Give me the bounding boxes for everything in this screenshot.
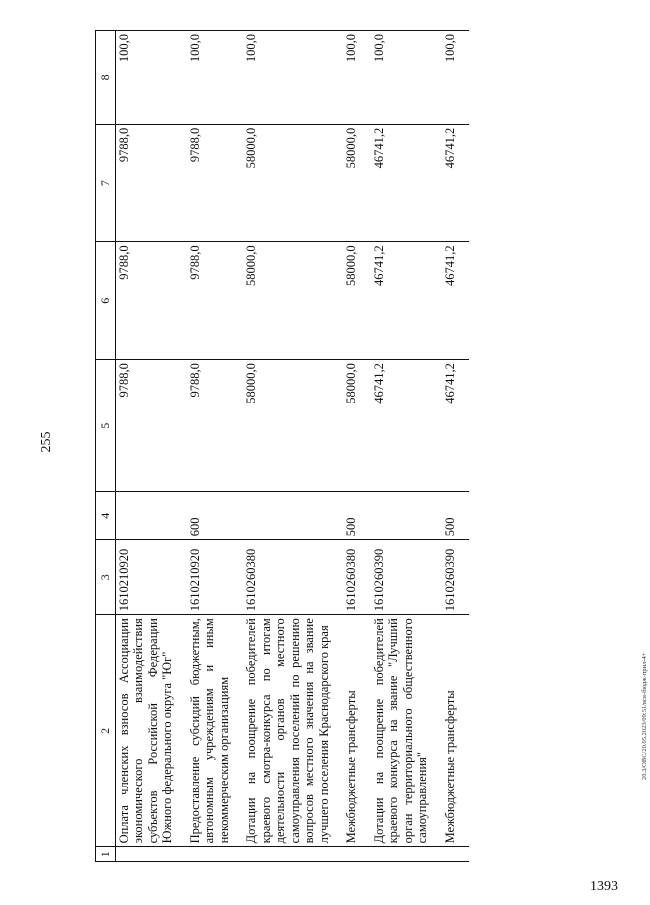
row-value-7: 9788,0 [115, 124, 187, 242]
row-index-cell [243, 847, 343, 862]
rotated-table-page [95, 30, 645, 862]
row-index-cell [442, 847, 470, 862]
row-vr [115, 492, 187, 540]
row-name: Дотации на поощрение победителей краевого смотра-конкурса по итогам деятельности органов местного самоуправления поселений по решению вопросов местного значения на звание лучшего поселения Краснодарского края [243, 615, 343, 847]
header-col-5: 5 [96, 360, 116, 492]
budget-table [95, 30, 469, 862]
row-name: Предоставление субсидий бюджетным, автономным учреждениям и иным некоммерческим организациям [187, 615, 244, 847]
row-value-6: 58000,0 [343, 242, 371, 360]
row-code: 1610260380 [243, 540, 343, 615]
table-row [442, 31, 470, 862]
page-number-top: 255 [39, 431, 54, 453]
row-value-5: 46741,2 [371, 360, 442, 492]
row-index-cell [187, 847, 244, 862]
row-value-6: 9788,0 [187, 242, 244, 360]
row-value-8: 100,0 [243, 31, 343, 125]
row-value-6: 9788,0 [115, 242, 187, 360]
row-value-5: 58000,0 [243, 360, 343, 492]
table-header-row [96, 31, 116, 862]
header-col-1: 1 [96, 847, 116, 862]
row-value-6: 46741,2 [442, 242, 470, 360]
header-col-3: 3 [96, 540, 116, 615]
row-index-cell [371, 847, 442, 862]
row-name: Межбюджетные трансферты [442, 615, 470, 847]
row-value-7: 46741,2 [442, 124, 470, 242]
row-name: Дотации на поощрение победителей краевого конкурса на звание "Лучший орган территориального общественного самоуправления" [371, 615, 442, 847]
row-value-7: 58000,0 [243, 124, 343, 242]
row-index-cell [115, 847, 187, 862]
row-value-5: 46741,2 [442, 360, 470, 492]
row-vr: 500 [343, 492, 371, 540]
row-vr: 600 [187, 492, 244, 540]
row-value-7: 46741,2 [371, 124, 442, 242]
row-value-5: 9788,0 [115, 360, 187, 492]
row-name: Межбюджетные трансферты [343, 615, 371, 847]
row-value-6: 46741,2 [371, 242, 442, 360]
row-value-5: 58000,0 [343, 360, 371, 492]
row-index-cell [343, 847, 371, 862]
row-vr: 500 [442, 492, 470, 540]
table-row [115, 31, 187, 862]
header-col-2: 2 [96, 615, 116, 847]
header-col-4: 4 [96, 492, 116, 540]
row-value-8: 100,0 [371, 31, 442, 125]
row-vr [243, 492, 343, 540]
row-code: 1610260390 [442, 540, 470, 615]
side-note: 20.3/ОВС/20.05.2023/09:51/вся-бюдж-прил-4+ [641, 652, 648, 780]
row-name: Оплата членских взносов Ассоциации экономического взаимодействия субъектов Российской Федерации Южного федерального округа "Юг" [115, 615, 187, 847]
row-code: 1610210920 [115, 540, 187, 615]
table-row [371, 31, 442, 862]
table-row [187, 31, 244, 862]
row-code: 1610210920 [187, 540, 244, 615]
row-value-7: 58000,0 [343, 124, 371, 242]
row-value-8: 100,0 [187, 31, 244, 125]
header-col-7: 7 [96, 124, 116, 242]
header-col-8: 8 [96, 31, 116, 125]
row-code: 1610260380 [343, 540, 371, 615]
page-number-bottom: 1393 [590, 879, 618, 894]
row-value-8: 100,0 [115, 31, 187, 125]
row-code: 1610260390 [371, 540, 442, 615]
header-col-6: 6 [96, 242, 116, 360]
row-value-8: 100,0 [343, 31, 371, 125]
row-value-6: 58000,0 [243, 242, 343, 360]
table-row [343, 31, 371, 862]
row-value-5: 9788,0 [187, 360, 244, 492]
row-vr [371, 492, 442, 540]
row-value-7: 9788,0 [187, 124, 244, 242]
row-value-8: 100,0 [442, 31, 470, 125]
table-row [243, 31, 343, 862]
